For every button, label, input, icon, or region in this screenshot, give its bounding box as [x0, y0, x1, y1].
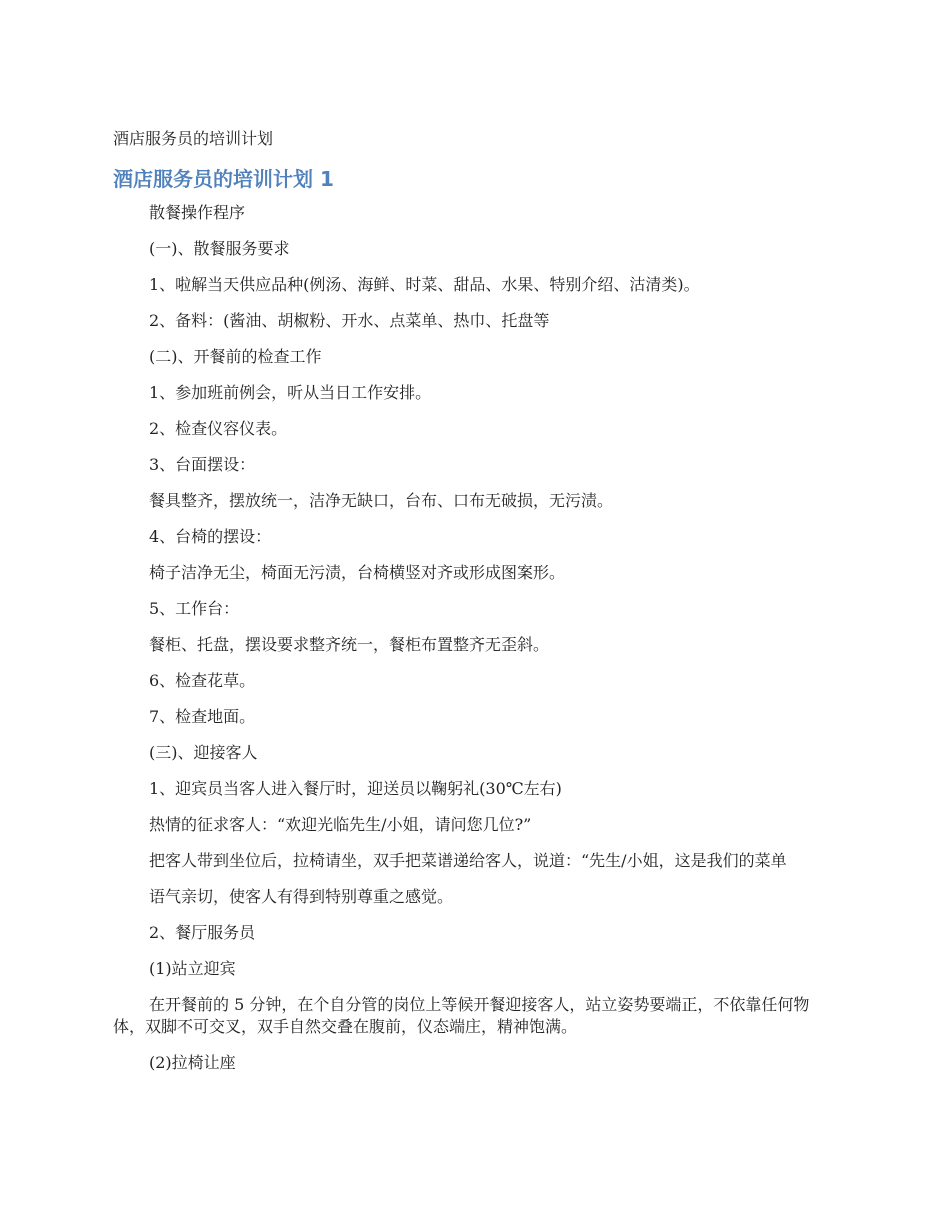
paragraph: 在开餐前的 5 分钟，在个自分管的岗位上等候开餐迎接客人，站立姿势要端正，不依靠任何物体，双脚不可交叉，双手自然交叠在腹前，仪态端庄，精神饱满。 — [113, 995, 810, 1036]
paragraph: 餐具整齐，摆放统一，洁净无缺口，台布、口布无破损，无污渍。 — [149, 491, 614, 510]
paragraph: 2、检查仪容仪表。 — [149, 419, 288, 438]
paragraph: (1)站立迎宾 — [149, 959, 236, 978]
section-heading: 酒店服务员的培训计划 1 — [113, 167, 334, 191]
paragraph: (一)、散餐服务要求 — [149, 239, 290, 258]
paragraph: 7、检查地面。 — [149, 707, 256, 726]
paragraph: 2、餐厅服务员 — [149, 923, 256, 942]
paragraph: 3、台面摆设： — [149, 455, 256, 474]
document-body — [113, 202, 841, 1088]
paragraph: 语气亲切，使客人有得到特别尊重之感觉。 — [149, 887, 454, 906]
paragraph: (2)拉椅让座 — [149, 1053, 236, 1072]
paragraph: 散餐操作程序 — [149, 203, 246, 222]
paragraph: 餐柜、托盘，摆设要求整齐统一，餐柜布置整齐无歪斜。 — [149, 635, 550, 654]
paragraph: (二)、开餐前的检查工作 — [149, 347, 322, 366]
paragraph: 把客人带到坐位后，拉椅请坐，双手把菜谱递给客人，说道：“先生/小姐，这是我们的菜单 — [149, 851, 787, 870]
document-title: 酒店服务员的培训计划 — [113, 129, 274, 148]
paragraph: 2、备料：(酱油、胡椒粉、开水、点菜单、热巾、托盘等 — [149, 311, 550, 330]
paragraph: 1、参加班前例会，听从当日工作安排。 — [149, 383, 432, 402]
paragraph: 1、迎宾员当客人进入餐厅时，迎送员以鞠躬礼(30℃左右) — [149, 779, 562, 798]
paragraph: 6、检查花草。 — [149, 671, 256, 690]
paragraph: (三)、迎接客人 — [149, 743, 258, 762]
paragraph: 热情的征求客人：“欢迎光临先生/小姐，请问您几位?” — [149, 815, 532, 834]
paragraph: 5、工作台： — [149, 599, 240, 618]
paragraph: 4、台椅的摆设： — [149, 527, 272, 546]
paragraph: 1、啦解当天供应品种(例汤、海鲜、时菜、甜品、水果、特别介绍、沽清类)。 — [149, 275, 700, 294]
paragraph: 椅子洁净无尘，椅面无污渍，台椅横竖对齐或形成图案形。 — [149, 563, 566, 582]
